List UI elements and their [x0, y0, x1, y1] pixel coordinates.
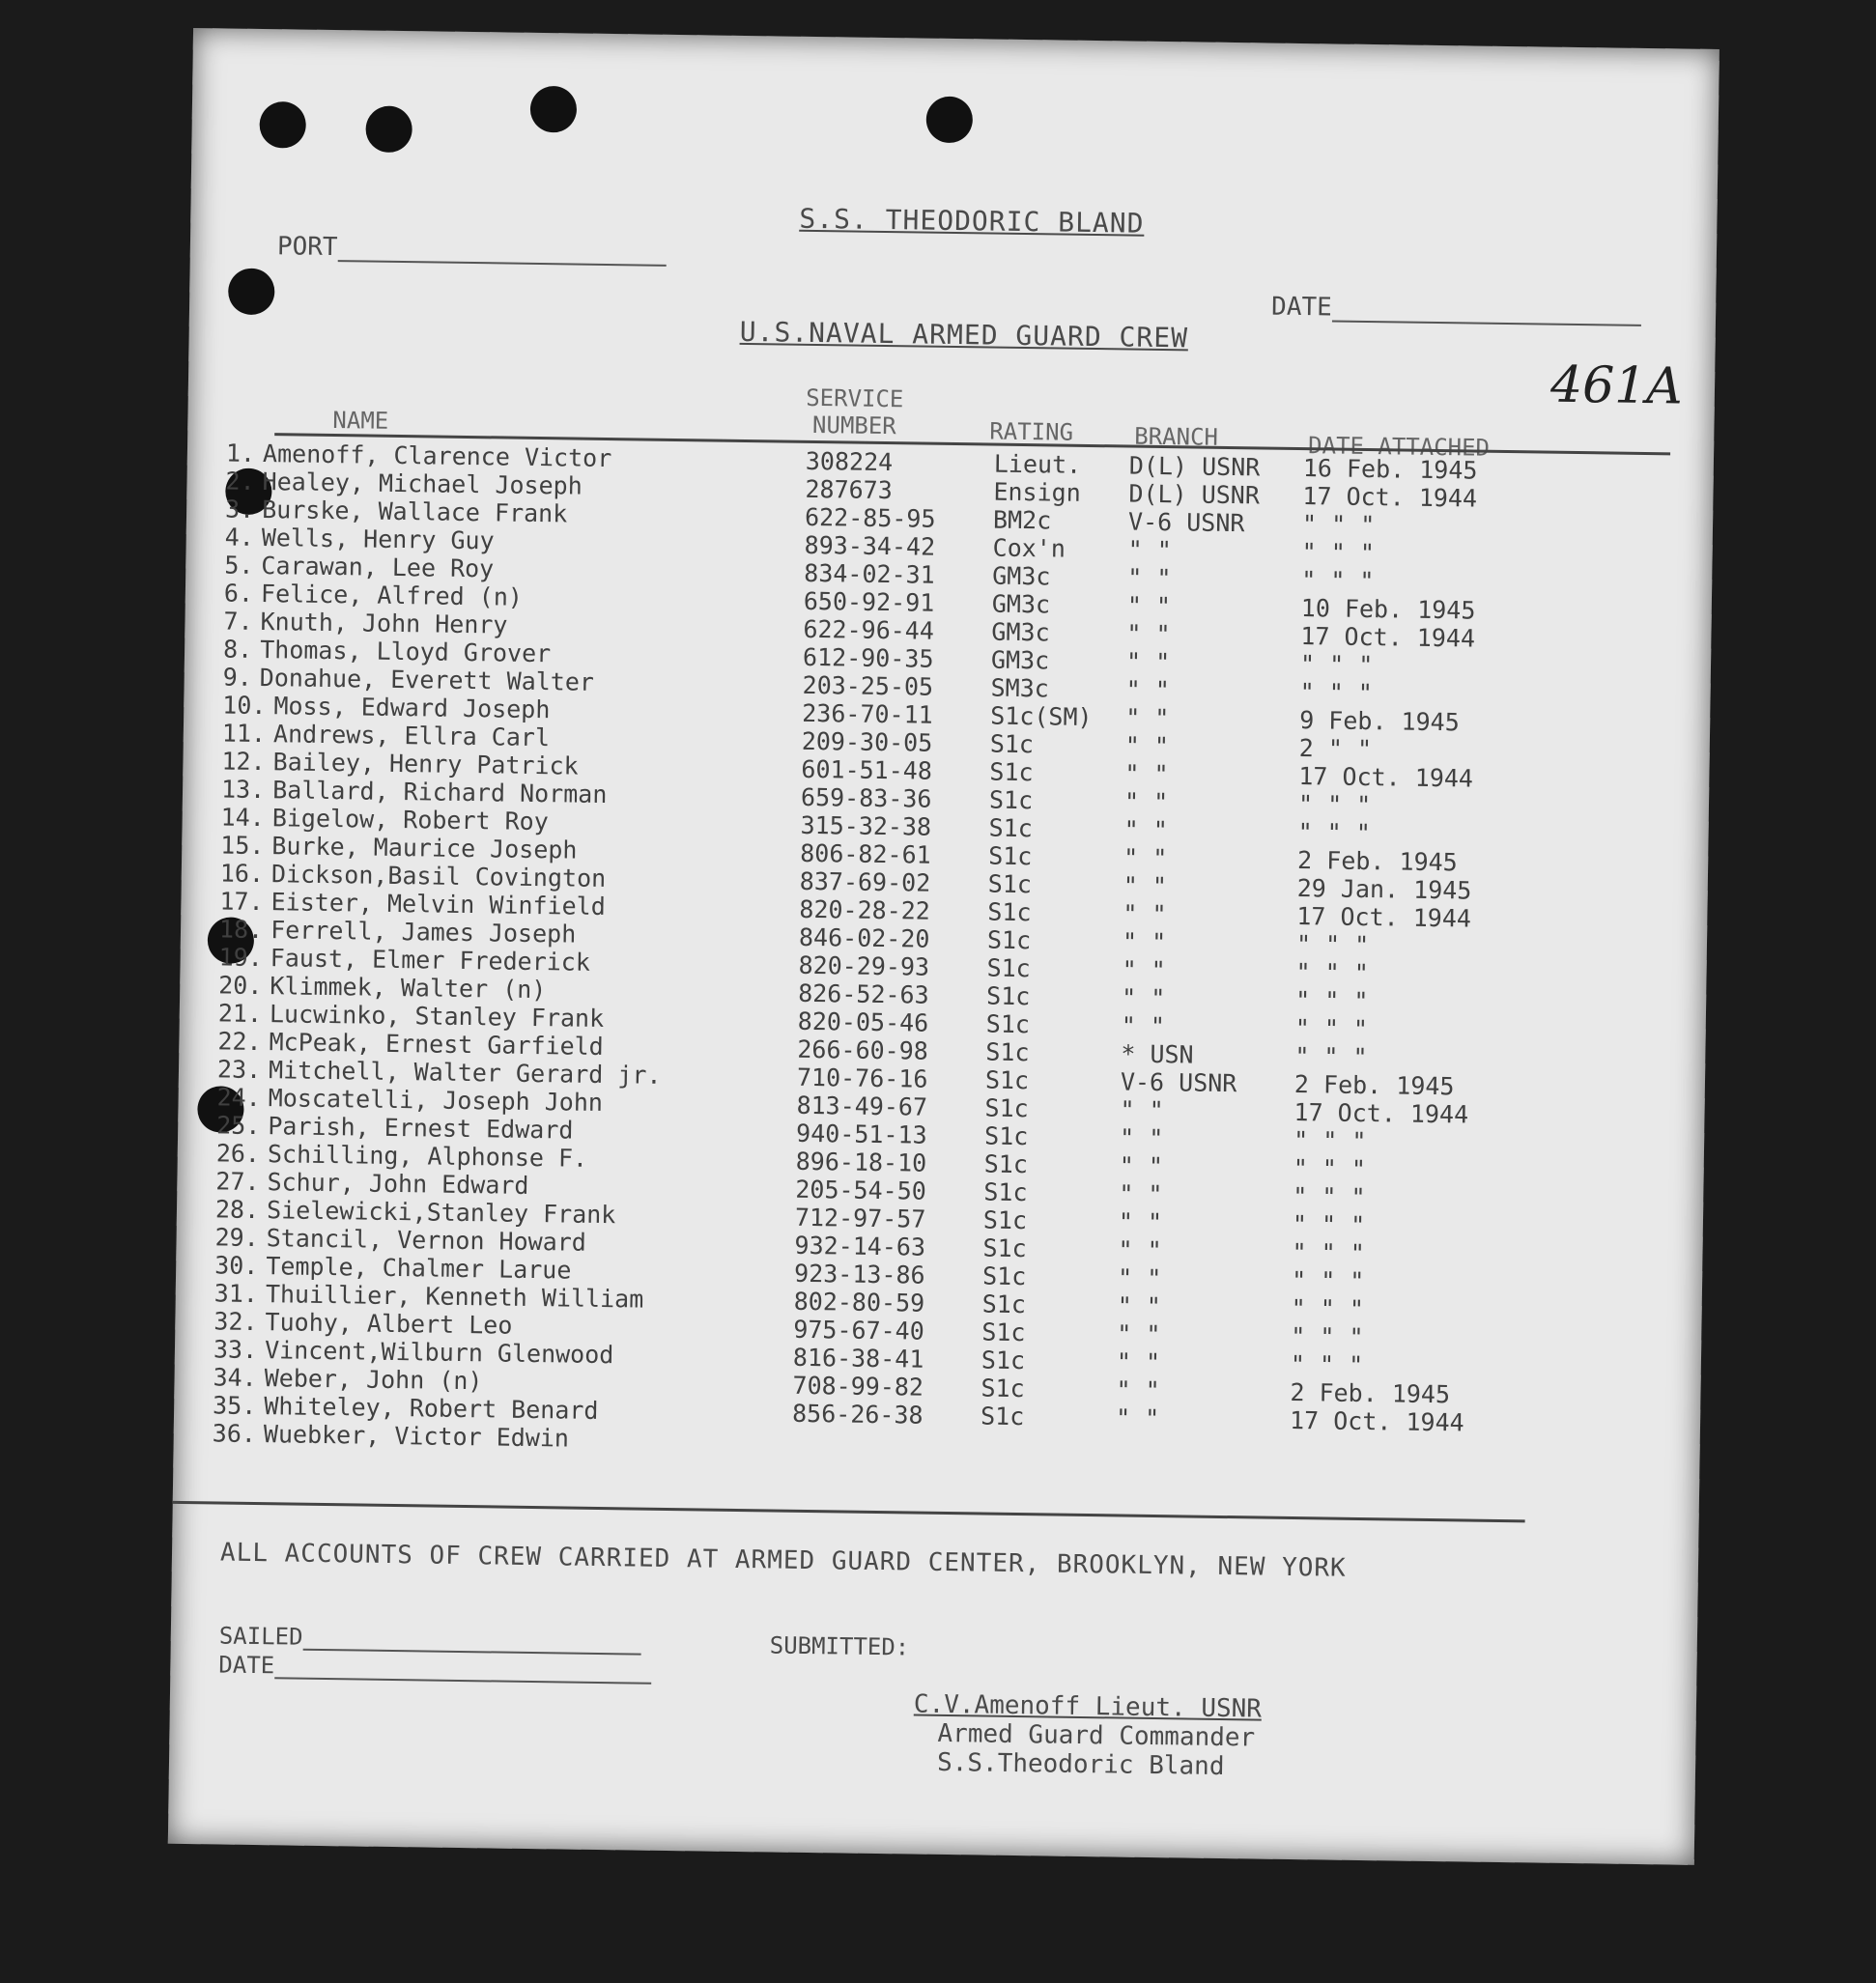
- rating: S1c: [988, 785, 1034, 815]
- service-number: 287673: [805, 474, 893, 505]
- branch: " ": [1125, 675, 1170, 705]
- port-field: [277, 232, 667, 267]
- row-number: 35.: [212, 1391, 257, 1421]
- crew-table: [213, 439, 1675, 1467]
- branch: " ": [1123, 843, 1168, 873]
- crew-name-text: Schilling, Alphonse F.: [267, 1140, 588, 1173]
- service-number: 659-83-36: [800, 782, 932, 813]
- date-attached: 29 Jan. 1945: [1296, 874, 1472, 905]
- service-number: 813-49-67: [796, 1091, 928, 1121]
- crew-name-text: Faust, Elmer Frederick: [270, 944, 591, 977]
- crew-name-text: Amenoff, Clarence Victor: [262, 439, 612, 473]
- date-attached: " " ": [1294, 986, 1369, 1016]
- date-attached: " " ": [1291, 1265, 1365, 1296]
- row-number: 26.: [215, 1139, 261, 1169]
- branch: D(L) USNR: [1128, 451, 1261, 482]
- crew-name-text: Sielewicki,Stanley Frank: [266, 1196, 616, 1230]
- date-attached: " " ": [1293, 1125, 1367, 1156]
- row-number: 31.: [213, 1279, 259, 1309]
- service-number: 308224: [805, 446, 894, 477]
- crew-name-text: Burke, Maurice Joseph: [271, 832, 578, 864]
- rating: S1c: [989, 729, 1035, 759]
- branch: " ": [1118, 1235, 1162, 1265]
- service-number: 837-69-02: [799, 866, 931, 897]
- submitted-label: SUBMITTED:: [769, 1631, 910, 1661]
- rating: S1c: [983, 1121, 1029, 1151]
- branch: " ": [1124, 731, 1170, 761]
- row-number: 16.: [219, 859, 265, 889]
- branch: " ": [1117, 1263, 1162, 1293]
- service-number: 826-52-63: [797, 978, 929, 1009]
- rating: S1c: [985, 981, 1031, 1011]
- service-number: 806-82-61: [800, 838, 931, 869]
- rating: Ensign: [993, 477, 1081, 507]
- date-attached: 2 Feb. 1945: [1290, 1377, 1451, 1409]
- crew-name-text: Bailey, Henry Patrick: [272, 748, 579, 780]
- row-number: 5.: [224, 551, 254, 580]
- branch: " ": [1117, 1319, 1161, 1349]
- punch-hole: [365, 105, 412, 153]
- date-attached: " " ": [1294, 1041, 1368, 1072]
- row-number: 15.: [220, 831, 265, 861]
- crew-name: [222, 691, 551, 723]
- date-attached: " " ": [1295, 930, 1370, 960]
- row-number: 21.: [217, 999, 263, 1029]
- sailed-date-field: [218, 1652, 651, 1685]
- row-number: 32.: [213, 1307, 258, 1337]
- date-label: DATE: [1270, 292, 1332, 323]
- branch: " ": [1126, 591, 1172, 621]
- date-attached: " " ": [1297, 790, 1372, 820]
- crew-name-text: Felice, Alfred (n): [260, 580, 524, 611]
- date-attached: 17 Oct. 1944: [1296, 902, 1472, 933]
- service-number: 710-76-16: [796, 1062, 928, 1093]
- date-attached: 17 Oct. 1944: [1300, 622, 1476, 653]
- crew-name: [218, 971, 547, 1004]
- header-service-number: SERVICE NUMBER: [806, 383, 904, 440]
- crew-name-text: Burske, Wallace Frank: [262, 496, 568, 528]
- punch-hole: [925, 97, 973, 144]
- rating: GM3c: [991, 617, 1050, 647]
- date-attached: 17 Oct. 1944: [1298, 762, 1474, 793]
- branch: " ": [1127, 563, 1172, 593]
- service-number: 601-51-48: [801, 754, 933, 785]
- row-number: 18.: [218, 915, 264, 945]
- branch: " ": [1119, 1151, 1164, 1181]
- row-number: 25.: [216, 1111, 261, 1141]
- crew-name-text: Thuillier, Kenneth William: [265, 1280, 644, 1314]
- service-number: 650-92-91: [803, 586, 935, 617]
- date-attached: " " ": [1299, 650, 1374, 680]
- sailed-field: [219, 1623, 641, 1656]
- service-number: 846-02-20: [798, 922, 930, 953]
- crew-name-text: Thomas, Lloyd Grover: [260, 635, 552, 668]
- service-number: 975-67-40: [793, 1315, 924, 1346]
- branch: " ": [1123, 899, 1167, 929]
- rating: Lieut.: [993, 449, 1082, 479]
- rating: S1c: [981, 1261, 1027, 1291]
- date-attached: " " ": [1293, 1153, 1367, 1184]
- crew-name-text: Ballard, Richard Norman: [272, 776, 608, 809]
- branch: " ": [1124, 703, 1170, 733]
- row-number: 3.: [224, 495, 255, 524]
- rating: SM3c: [990, 673, 1050, 703]
- branch: " ": [1123, 787, 1169, 817]
- row-number: 4.: [224, 523, 255, 552]
- crew-name: [220, 803, 549, 836]
- date-attached: " " ": [1293, 1181, 1366, 1212]
- crew-name-text: Wells, Henry Guy: [261, 524, 495, 555]
- service-number: 236-70-11: [802, 698, 933, 729]
- branch: " ": [1125, 647, 1171, 677]
- rating: GM3c: [991, 589, 1051, 619]
- rating: S1c: [986, 925, 1032, 955]
- branch: " ": [1124, 759, 1169, 789]
- rating: S1c: [981, 1289, 1027, 1319]
- service-number: 834-02-31: [804, 558, 935, 589]
- crew-name-text: Whiteley, Robert Benard: [264, 1392, 599, 1425]
- branch: " ": [1117, 1291, 1162, 1321]
- row-number: 29.: [214, 1223, 259, 1253]
- date-attached: 9 Feb. 1945: [1298, 706, 1460, 737]
- header-name: NAME: [332, 407, 389, 435]
- branch: D(L) USNR: [1128, 479, 1261, 510]
- rating: S1c: [988, 813, 1033, 843]
- rating: S1c: [985, 1009, 1031, 1039]
- branch: V-6 USNR: [1127, 507, 1245, 538]
- branch: " ": [1121, 983, 1166, 1013]
- crew-name-text: Schur, John Edward: [267, 1168, 529, 1200]
- crew-name-text: Carawan, Lee Roy: [261, 552, 495, 583]
- branch: " ": [1116, 1347, 1161, 1377]
- row-number: 6.: [223, 579, 254, 608]
- signature-name: C.V.Amenoff Lieut. USNR: [913, 1689, 1263, 1724]
- crew-name: [213, 1307, 512, 1339]
- crew-name: [224, 579, 523, 610]
- crew-name: [213, 1363, 482, 1395]
- date-attached: " " ": [1290, 1349, 1364, 1380]
- row-number: 34.: [213, 1363, 257, 1393]
- branch: " ": [1120, 1095, 1164, 1125]
- date-attached: " " ": [1301, 538, 1376, 568]
- sailed-label: SAILED: [218, 1622, 303, 1651]
- accounts-note: ALL ACCOUNTS OF CREW CARRIED AT ARMED GUARD CENTER, BROOKLYN, NEW YORK: [219, 1538, 1347, 1583]
- crew-name-text: Moscatelli, Joseph John: [268, 1084, 604, 1117]
- row-number: 19.: [218, 943, 264, 973]
- row-number: 12.: [221, 747, 266, 777]
- crew-name: [215, 1167, 528, 1200]
- document-page: [168, 28, 1720, 1865]
- row-number: 23.: [216, 1055, 262, 1085]
- service-number: 708-99-82: [792, 1371, 924, 1402]
- header-branch: BRANCH: [1134, 422, 1219, 451]
- crew-name-text: Ferrell, James Joseph: [270, 916, 577, 949]
- header-date-attached: DATE ATTACHED: [1307, 432, 1491, 462]
- date-attached: " " ": [1292, 1237, 1365, 1268]
- row-number: 28.: [214, 1195, 260, 1225]
- row-number: 1.: [225, 439, 256, 467]
- folio-number: 461A: [1549, 355, 1684, 416]
- service-number: 622-96-44: [803, 614, 935, 645]
- punch-hole: [228, 269, 275, 316]
- row-number: 27.: [215, 1167, 260, 1197]
- branch: " ": [1119, 1179, 1163, 1209]
- branch: " ": [1122, 927, 1167, 957]
- service-number: 612-90-35: [802, 642, 934, 673]
- row-number: 36.: [212, 1419, 257, 1449]
- rating: S1c: [989, 757, 1034, 787]
- rating: S1c: [983, 1149, 1029, 1179]
- row-number: 22.: [217, 1027, 262, 1057]
- row-number: 33.: [213, 1335, 258, 1365]
- rating: S1c: [987, 841, 1033, 871]
- rating: S1c: [987, 869, 1033, 899]
- crew-name: [223, 607, 507, 638]
- rating: S1c: [985, 1037, 1030, 1067]
- date-attached: 2 Feb. 1945: [1293, 1069, 1455, 1101]
- branch: " ": [1123, 815, 1168, 845]
- branch: " ": [1116, 1375, 1160, 1405]
- crew-name-text: Wuebker, Victor Edwin: [263, 1420, 570, 1453]
- crew-name-text: Moss, Edward Joseph: [273, 692, 551, 724]
- rating: S1c: [984, 1093, 1029, 1123]
- crew-title: U.S.NAVAL ARMED GUARD CREW: [739, 315, 1189, 354]
- branch: " ": [1121, 1011, 1166, 1041]
- date-attached: 17 Oct. 1944: [1293, 1097, 1469, 1129]
- crew-name-text: Dickson,Basil Covington: [270, 860, 607, 893]
- row-number: 17.: [219, 887, 264, 917]
- service-number: 820-05-46: [797, 1006, 929, 1037]
- rating: GM3c: [990, 645, 1050, 675]
- signature-title: Armed Guard Commander: [937, 1718, 1256, 1753]
- rating: S1c: [983, 1177, 1028, 1207]
- signature-ship: S.S.Theodoric Bland: [936, 1747, 1225, 1782]
- branch: V-6 USNR: [1120, 1067, 1237, 1098]
- date-attached: " " ": [1299, 678, 1374, 708]
- rating: BM2c: [992, 505, 1052, 535]
- service-number: 923-13-86: [793, 1259, 925, 1289]
- date-attached: " " ": [1291, 1321, 1364, 1352]
- date-attached: 16 Feb. 1945: [1302, 454, 1478, 485]
- date-attached: " " ": [1295, 958, 1370, 988]
- crew-name-text: Knuth, John Henry: [260, 608, 508, 639]
- crew-name-text: Donahue, Everett Walter: [259, 663, 595, 696]
- rating: S1c: [981, 1374, 1025, 1403]
- rating: S1c: [982, 1205, 1028, 1235]
- service-number: 932-14-63: [794, 1231, 926, 1261]
- crew-name-text: Mitchell, Walter Gerard jr.: [268, 1056, 662, 1090]
- date-attached: 17 Oct. 1944: [1302, 482, 1478, 513]
- row-number: 20.: [218, 971, 263, 1001]
- row-number: 11.: [221, 719, 267, 749]
- rating: GM3c: [992, 561, 1051, 591]
- crew-name-text: Andrews, Ellra Carl: [272, 720, 551, 752]
- row-number: 8.: [222, 635, 253, 664]
- branch: " ": [1122, 955, 1166, 985]
- branch: " ": [1115, 1403, 1160, 1433]
- sailed-date-label: DATE: [218, 1651, 275, 1680]
- crew-name-text: Healey, Michael Joseph: [262, 467, 583, 500]
- branch: " ": [1126, 619, 1171, 649]
- crew-name-text: Tuohy, Albert Leo: [265, 1308, 513, 1340]
- service-number: 896-18-10: [795, 1147, 927, 1177]
- crew-name-text: Klimmek, Walter (n): [270, 972, 547, 1005]
- service-number: 712-97-57: [794, 1203, 926, 1233]
- service-number: 205-54-50: [795, 1175, 927, 1205]
- ship-title: S.S. THEODORIC BLAND: [799, 202, 1145, 240]
- branch: " ": [1118, 1207, 1163, 1237]
- punch-hole: [259, 101, 306, 149]
- rating: S1c: [982, 1233, 1027, 1263]
- rating: Cox'n: [992, 533, 1066, 563]
- date-attached: " " ": [1292, 1209, 1366, 1240]
- crew-name-text: McPeak, Ernest Garfield: [269, 1028, 604, 1062]
- service-number: 893-34-42: [804, 530, 936, 561]
- date-attached: 10 Feb. 1945: [1300, 594, 1476, 625]
- crew-name-text: Temple, Chalmer Larue: [266, 1252, 572, 1285]
- punch-hole: [530, 86, 578, 133]
- row-number: 13.: [220, 775, 266, 805]
- table-bottom-rule: [173, 1501, 1525, 1523]
- service-number: 802-80-59: [793, 1287, 925, 1317]
- service-number: 315-32-38: [800, 810, 932, 841]
- rating: S1c: [986, 953, 1031, 983]
- rating: S1c: [981, 1346, 1026, 1375]
- service-number: 816-38-41: [792, 1343, 924, 1374]
- date-attached: " " ": [1301, 510, 1376, 540]
- crew-name-text: Stancil, Vernon Howard: [266, 1224, 587, 1257]
- crew-name-text: Eister, Melvin Winfield: [270, 888, 606, 921]
- service-number: 856-26-38: [791, 1399, 924, 1430]
- date-attached: " " ": [1291, 1293, 1365, 1324]
- service-number: 820-28-22: [799, 894, 931, 925]
- branch: " ": [1119, 1123, 1164, 1153]
- rating: S1c: [980, 1402, 1025, 1431]
- crew-name: [224, 551, 494, 582]
- branch: " ": [1123, 871, 1168, 901]
- port-label: PORT: [276, 232, 338, 263]
- rating: S1c: [981, 1317, 1026, 1347]
- branch: " ": [1127, 535, 1172, 565]
- header-rating: RATING: [989, 417, 1074, 446]
- date-field: [1271, 293, 1641, 326]
- service-number: 820-29-93: [798, 950, 930, 981]
- service-number: 940-51-13: [795, 1119, 927, 1149]
- crew-name: [213, 1419, 570, 1452]
- service-number: 266-60-98: [797, 1034, 929, 1065]
- crew-name-text: Weber, John (n): [264, 1364, 483, 1396]
- date-attached: " " ": [1294, 1013, 1369, 1044]
- service-number: 622-85-95: [804, 502, 936, 533]
- date-attached: 17 Oct. 1944: [1289, 1405, 1464, 1437]
- rating: S1c: [984, 1065, 1030, 1095]
- crew-name-text: Lucwinko, Stanley Frank: [269, 1000, 605, 1034]
- branch: * USN: [1121, 1039, 1194, 1069]
- crew-name: [222, 719, 551, 751]
- date-attached: 2 " ": [1298, 734, 1373, 764]
- row-number: 14.: [220, 803, 266, 833]
- date-attached: " " ": [1297, 818, 1372, 848]
- date-attached: 2 Feb. 1945: [1296, 846, 1458, 877]
- row-number: 30.: [213, 1251, 259, 1281]
- crew-name: [223, 635, 552, 667]
- service-number: 203-25-05: [802, 670, 934, 701]
- crew-name: [225, 523, 495, 554]
- row-number: 10.: [222, 691, 267, 721]
- crew-name-text: Bigelow, Robert Roy: [271, 804, 549, 836]
- service-number: 209-30-05: [801, 726, 933, 757]
- row-number: 7.: [223, 607, 253, 636]
- crew-name-text: Parish, Ernest Edward: [268, 1112, 574, 1145]
- date-attached: " " ": [1301, 566, 1375, 596]
- row-number: 2.: [225, 467, 255, 496]
- rating: S1c(SM): [990, 701, 1093, 732]
- rating: S1c: [987, 897, 1032, 927]
- crew-name-text: Vincent,Wilburn Glenwood: [264, 1336, 614, 1370]
- row-number: 24.: [216, 1083, 261, 1113]
- row-number: 9.: [222, 663, 253, 692]
